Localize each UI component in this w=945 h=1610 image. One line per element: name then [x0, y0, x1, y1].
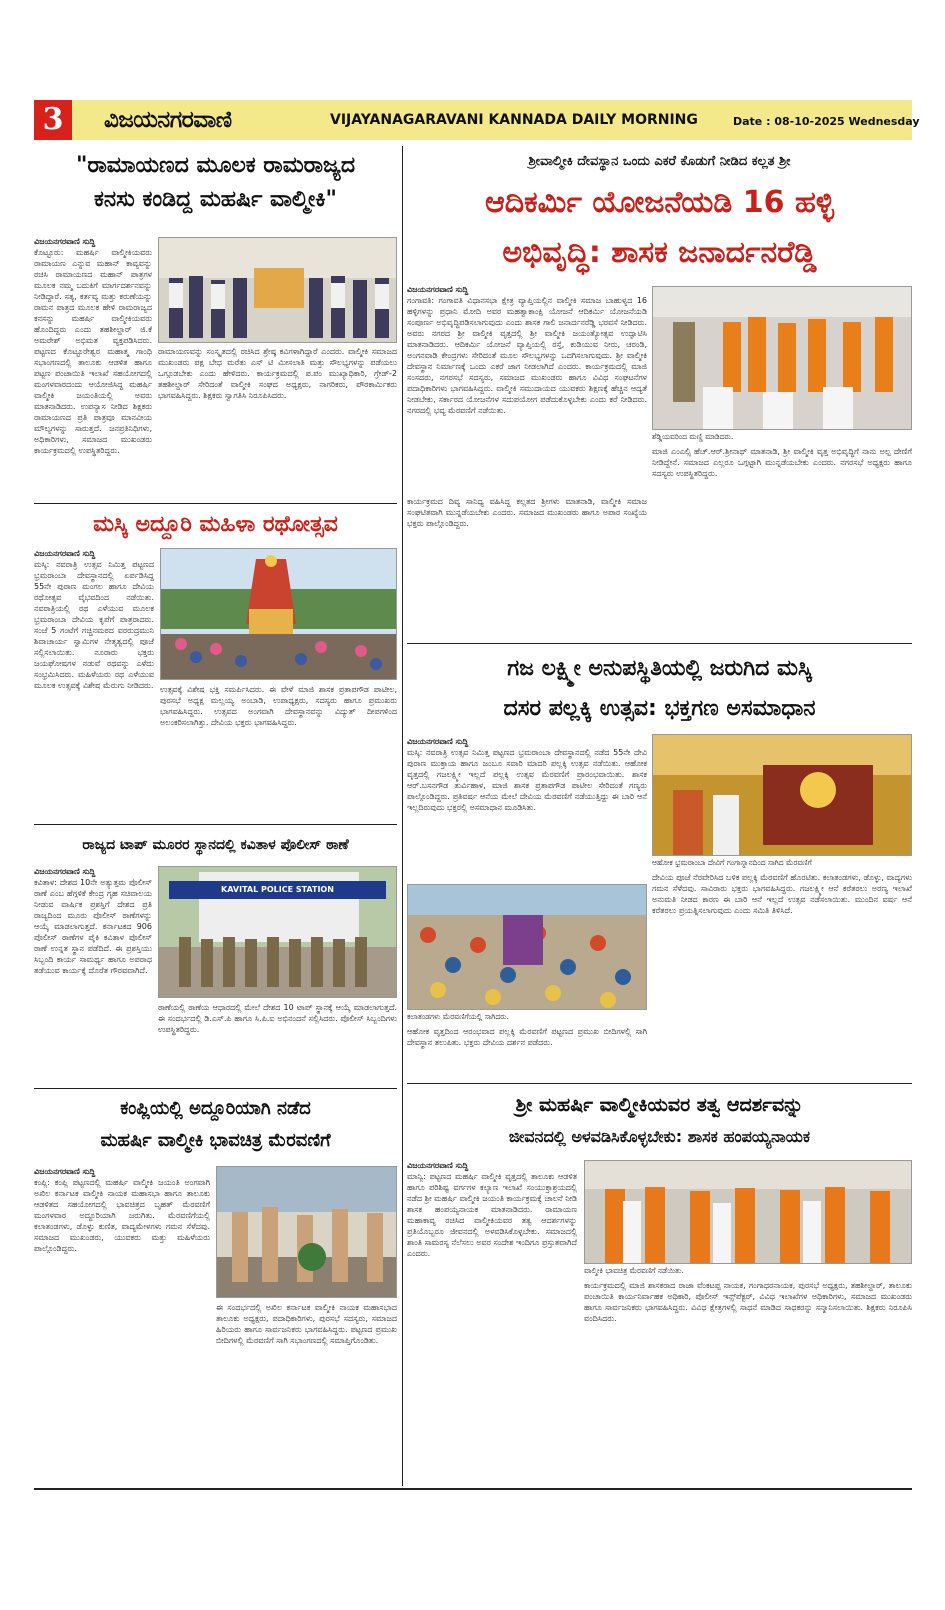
- brand-kannada: ವಿಜಯನಗರವಾಣಿ: [104, 107, 232, 133]
- kampli-headline-1: ಕಂಪ್ಲಿಯಲ್ಲಿ ಅದ್ದೂರಿಯಾಗಿ ನಡೆದ: [120, 1098, 311, 1119]
- article-text: ಠಾಣೆಯಲ್ಲಿ ಠಾಣೆಯ ಆಧಾರದಲ್ಲಿ ಮೇಲೆ ದೇಶದ 10 ಟಾಪ್ ಸ್ಥಾನಕ್ಕೆ ಆಯ್ಕೆ ಮಾಡಲಾಗುತ್ತದೆ. ಈ ಸಂದರ್ಭದಲ್ಲಿ ಡಿ.ಎಸ್.ಪಿ ಹಾಗೂ ಸಿ.ಪಿ.ಐ ಅಭಿನಂದನೆ ಸಲ್ಲಿಸಿದರು. ಪೊಲೀಸ್ ಸಿಬ್ಬಂದಿಗಳು ಉಪಸ್ಥಿತರಿದ್ದರು.: [158, 1003, 397, 1034]
- gaja-lakshmi-palanquin-photo: [652, 734, 912, 856]
- hampayya-headline-1: ಶ್ರೀ ಮಹರ್ಷಿ ವಾಲ್ಮೀಕಿಯವರ ತತ್ವ ಆದರ್ಶವನ್ನು: [515, 1094, 804, 1116]
- adikarmi-body-bottom: [407, 496, 647, 638]
- procession-image: [217, 1167, 397, 1298]
- byline: ವಿಜಯನಗರವಾಣಿ ಸುದ್ದಿ: [34, 1167, 96, 1176]
- article-text: ಮಸ್ಕಿ: ನವರಾತ್ರಿ ಉತ್ಸವ ನಿಮಿತ್ತ ಪಟ್ಟಣದ ಭ್ರಮರಾಂಬಾ ದೇವಸ್ಥಾನದಲ್ಲಿ ಏರ್ಪಡಿಸಿದ್ದ 55ನೇ ಪುರಾಣ ಮಂಗಲ ಹಾಗೂ ದೇವಿಯ ರಥೋತ್ಸವ ವೈಭವದಿಂದ ನಡೆಯಿತು. ನವರಾತ್ರಿಯಲ್ಲಿ ರಥ ಎಳೆಯುವ ಮೂಲಕ ಭ್ರಮರಾಂಬಾ ದೇವಿಯ ಕೃಪೆಗೆ ಪಾತ್ರರಾದರು. ಸಂಜೆ 5 ಗಂಟೆಗೆ ಗಚ್ಚಿನಮಠದ ವರರುದ್ರಮುನಿ ಶಿವಾಚಾರ್ಯ ಸ್ವಾಮಿಗಳ ನೇತೃತ್ವದಲ್ಲಿ ಪೂಜೆ ಸಲ್ಲಿಸಲಾಯಿತು. ನೂರಾರು ಭಕ್ತರು ಜಯಘೋಷಗಳ ನಡುವೆ ರಥವನ್ನು ಎಳೆದು ಸಂಭ್ರಮಿಸಿದರು. ಮಹಿಳೆಯರು ರಥ ಎಳೆಯುವ ಮೂಲಕ ಉತ್ಸವಕ್ಕೆ ವಿಶೇಷ ಮೆರುಗು ನೀಡಿದರು.: [34, 560, 154, 690]
- hampayya-body-right: [584, 1280, 912, 1484]
- stage-felicitation-image: [159, 238, 397, 343]
- adikarmi-headline-1: ಆದಿಕರ್ಮಿ ಯೋಜನೆಯಡಿ 16 ಹಳ್ಳಿ: [485, 185, 834, 220]
- brand-english: VIJAYANAGARAVANI KANNADA DAILY MORNING: [330, 112, 698, 128]
- article-text: ಈ ಸಂದರ್ಭದಲ್ಲಿ ಅಖಿಲ ಕರ್ನಾಟಕ ವಾಲ್ಮೀಕಿ ನಾಯಕ ಮಹಾಸಭಾದ ತಾಲೂಕು ಅಧ್ಯಕ್ಷರು, ಪದಾಧಿಕಾರಿಗಳು, ಪುರಸಭೆ ಸದಸ್ಯರು, ಸಮಾಜದ ಹಿರಿಯರು ಹಾಗೂ ಸಾರ್ವಜನಿಕರು ಭಾಗವಹಿಸಿದ್ದರು. ಪಟ್ಟಣದ ಪ್ರಮುಖ ಬೀದಿಗಳಲ್ಲಿ ಮೆರವಣಿಗೆ ಸಾಗಿ ಸಭಾಂಗಣದಲ್ಲಿ ಸಮಾಪ್ತಿಗೊಂಡಿತು.: [216, 1303, 397, 1345]
- valmiki-ramarajya-headline-2: ಕನಸು ಕಂಡಿದ್ದ ಮಹರ್ಷಿ ವಾಲ್ಮೀಕಿ": [93, 187, 338, 212]
- section-divider: [34, 824, 397, 825]
- byline: ವಿಜಯನಗರವಾಣಿ ಸುದ್ದಿ: [34, 549, 96, 558]
- mla-stage-image: [653, 287, 912, 430]
- kampli-headline-2: ಮಹರ್ಷಿ ವಾಲ್ಮೀಕಿ ಭಾವಚಿತ್ರ ಮೆರವಣಿಗೆ: [100, 1130, 331, 1151]
- police-station-body-left: [34, 866, 152, 1084]
- article-text: ರಾಮಾಯಣವನ್ನು ಸಂಸ್ಕೃತದಲ್ಲಿ ರಚಿಸಿದ ಶ್ರೇಷ್ಠ ಕವಿಗಳಾಗಿದ್ದಾರೆ ಎಂದರು. ವಾಲ್ಮೀಕಿ ಸಮಾಜದ ಮುಖಂಡರು ಪಕ್ಷ ಬೇಧ ಮರೆತು ಎಸ್ ಟಿ ಮೀಸಲಾತಿ ಮತ್ತು ಸೌಲಭ್ಯಗಳನ್ನು ಪಡೆಯಲು ಒಗ್ಗೂಡಬೇಕು ಎಂದು ಹೇಳಿದರು. ಕಾರ್ಯಕ್ರಮದಲ್ಲಿ ಪ.ಪಂ ಮುಖ್ಯಾಧಿಕಾರಿ, ಗ್ರೇಡ್-2 ತಹಶೀಲ್ದಾರ್ ಸೇರಿದಂತೆ ವಾಲ್ಮೀಕಿ ಸಂಘದ ಅಧ್ಯಕ್ಷರು, ನಾಗರಿಕರು, ಪೌರಕಾರ್ಮಿಕರು ಭಾಗವಹಿಸಿದ್ದರು. ಶಿಕ್ಷಕರು ಸ್ವಾಗತಿಸಿ ನಿರೂಪಿಸಿದರು.: [158, 347, 397, 400]
- gaja-lakshmi-body-right: [652, 872, 912, 1078]
- hampayya-headline-2: ಜೀವನದಲ್ಲಿ ಅಳವಡಿಸಿಕೊಳ್ಳಬೇಕು: ಶಾಸಕ ಹಂಪಯ್ಯನಾಯಕ: [508, 1127, 811, 1146]
- adikarmi-caption: ಶೆಡ್ಡಿಯವರಿಂದ ಮಣ್ಣಿ ಮಾಡಿದರು.: [652, 432, 734, 441]
- kampli-procession-photo: [216, 1166, 397, 1298]
- article-text: ಮಾನ್ವಿ: ಪಟ್ಟಣದ ಮಹರ್ಷಿ ವಾಲ್ಮೀಕಿ ವೃತ್ತದಲ್ಲಿ ತಾಲೂಕು ಆಡಳಿತ ಹಾಗೂ ಪರಿಶಿಷ್ಟ ವರ್ಗಗಳ ಕಲ್ಯಾಣ ಇಲಾಖೆ ಸಂಯುಕ್ತಾಶ್ರಯದಲ್ಲಿ ನಡೆದ ಶ್ರೀ ಮಹರ್ಷಿ ವಾಲ್ಮೀಕಿ ಜಯಂತಿ ಕಾರ್ಯಕ್ರಮಕ್ಕೆ ಚಾಲನೆ ನೀಡಿ ಶಾಸಕ ಹಂಪಯ್ಯನಾಯಕ ಮಾತನಾಡಿದರು. ರಾಮಾಯಣ ಮಹಾಕಾವ್ಯ ರಚಿಸಿದ ವಾಲ್ಮೀಕಿಯವರ ತತ್ವ ಆದರ್ಶಗಳನ್ನು ಪ್ರತಿಯೊಬ್ಬರೂ ಜೀವನದಲ್ಲಿ ಅಳವಡಿಸಿಕೊಳ್ಳಬೇಕು. ಸಮಾಜದಲ್ಲಿ ಶಾಂತಿ ಸಾಮರಸ್ಯ ನೆಲೆಸಲು ಅವರ ಸಂದೇಶ ಇಂದಿಗೂ ಪ್ರಸ್ತುತವಾಗಿದೆ ಎಂದರು.: [407, 1172, 577, 1258]
- valmiki-ramarajya-body-left: [34, 236, 152, 498]
- byline: ವಿಜಯನಗರವಾಣಿ ಸುದ್ದಿ: [407, 1161, 469, 1170]
- rathotsava-photo: [160, 548, 397, 680]
- page-number: 3: [34, 100, 72, 140]
- police-station-body-right: [158, 1002, 397, 1084]
- section-divider: [407, 1083, 912, 1084]
- gaja-lakshmi-crowd-photo: [407, 884, 647, 1010]
- article-text: ಗಂಗಾವತಿ: ಗಂಗಾವತಿ ವಿಧಾನಸಭಾ ಕ್ಷೇತ್ರ ವ್ಯಾಪ್ತಿಯಲ್ಲಿನ ವಾಲ್ಮೀಕಿ ಸಮಾಜ ಬಾಹುಳ್ಯದ 16 ಹಳ್ಳಿಗಳನ್ನು ಪ್ರಧಾನಿ ಮೋದಿ ಅವರ ಮಹತ್ವಾಕಾಂಕ್ಷಿ ಯೋಜನೆ ಆದಿಕರ್ಮಿ ಯೋಜನೆಯಡಿ ಸಂಪೂರ್ಣ ಅಭಿವೃದ್ಧಿಪಡಿಸಲಾಗುವುದು ಎಂದು ಶಾಸಕ ಗಾಲಿ ಜನಾರ್ದನರೆಡ್ಡಿ ಭರವಸೆ ನೀಡಿದರು. ಅವರು ನಗರದ ಶ್ರೀ ವಾಲ್ಮೀಕಿ ವೃತ್ತದಲ್ಲಿ ಶ್ರೀ ವಾಲ್ಮೀಕಿ ಜಯಂತ್ಯೋತ್ಸವ ಉದ್ಘಾಟಿಸಿ ಮಾತನಾಡಿದರು. ಆದಿಕರ್ಮಿ ಯೋಜನೆ ವ್ಯಾಪ್ತಿಯಲ್ಲಿ ರಸ್ತೆ, ಕುಡಿಯುವ ನೀರು, ಚರಂಡಿ, ಅಂಗನವಾಡಿ ಕೇಂದ್ರಗಳು ಸೇರಿದಂತೆ ಮೂಲ ಸೌಲಭ್ಯಗಳನ್ನು ಒದಗಿಸಲಾಗುವುದು. ಶ್ರೀ ವಾಲ್ಮೀಕಿ ದೇವಸ್ಥಾನ ನಿರ್ಮಾಣಕ್ಕೆ ಒಂದು ಎಕರೆ ಜಾಗ ನೀಡಲಾಗಿದೆ ಎಂದರು. ಕಾರ್ಯಕ್ರಮದಲ್ಲಿ ಮಾಜಿ ಸಂಸದರು, ನಗರಸಭೆ ಸದಸ್ಯರು, ಸಮಾಜದ ಮುಖಂಡರು ಹಾಗೂ ವಿವಿಧ ಸಂಘಟನೆಗಳ ಪದಾಧಿಕಾರಿಗಳು ಭಾಗವಹಿಸಿದ್ದರು. ವಾಲ್ಮೀಕಿ ಸಮುದಾಯದ ಯುವಕರು ಶಿಕ್ಷಣಕ್ಕೆ ಹೆಚ್ಚಿನ ಆದ್ಯತೆ ನೀಡಬೇಕು, ಸರ್ಕಾರದ ಯೋಜನೆಗಳ ಸದುಪಯೋಗ ಪಡೆದುಕೊಳ್ಳಬೇಕು ಎಂದು ಕರೆ ನೀಡಿದರು. ನಗರದಲ್ಲಿ ಭವ್ಯ ಮೆರವಣಿಗೆ ನಡೆಯಿತು.: [407, 296, 647, 415]
- kampli-body-left: [34, 1166, 210, 1484]
- byline: ವಿಜಯನಗರವಾಣಿ ಸುದ್ದಿ: [34, 867, 96, 876]
- section-divider: [34, 503, 397, 504]
- gaja-lakshmi-body-bottom: [407, 1026, 647, 1078]
- adikarmi-photo: [652, 286, 912, 430]
- festival-crowd-image: [408, 885, 647, 1010]
- valmiki-ramarajya-body-right: [158, 346, 397, 498]
- section-divider: [407, 643, 912, 644]
- column-divider: [402, 146, 403, 1486]
- valmiki-ramarajya-headline-1: "ರಾಮಾಯಣದ ಮೂಲಕ ರಾಮರಾಜ್ಯದ: [75, 153, 356, 178]
- adikarmi-body-right: [652, 446, 912, 636]
- article-text: ಉತ್ಸವಕ್ಕೆ ವಿಶೇಷ ಭಕ್ತಿ ಸಮರ್ಪಿಸಿದರು. ಈ ವೇಳೆ ಮಾಜಿ ಶಾಸಕ ಪ್ರತಾಪಗೌಡ ಪಾಟೀಲ, ಪುರಸಭೆ ಅಧ್ಯಕ್ಷ ಮಲ್ಲಯ್ಯ ಅಂಬಾಡಿ, ಉಪಾಧ್ಯಕ್ಷರು, ಸದಸ್ಯರು ಹಾಗೂ ಪ್ರಮುಖರು ಭಾಗವಹಿಸಿದ್ದರು. ಉತ್ಸವದ ಅಂಗವಾಗಿ ದೇವಸ್ಥಾನವನ್ನು ವಿದ್ಯುತ್ ದೀಪಗಳಿಂದ ಅಲಂಕರಿಸಲಾಗಿತ್ತು. ದೇವಿಯ ಭಕ್ತರು ಭಾಗವಹಿಸಿದ್ದರು.: [160, 685, 397, 727]
- article-text: ಕಾರ್ಯಕ್ರಮದಲ್ಲಿ ಮಾಜಿ ಶಾಸಕರಾದ ರಾಜಾ ವೆಂಕಟಪ್ಪ ನಾಯಕ, ಗಂಗಾಧರನಾಯಕ, ಪುರಸಭೆ ಅಧ್ಯಕ್ಷರು, ತಹಶೀಲ್ದಾರ್, ತಾಲೂಕು ಪಂಚಾಯಿತಿ ಕಾರ್ಯನಿರ್ವಾಹಕ ಅಧಿಕಾರಿ, ಪೊಲೀಸ್ ಇನ್ಸ್‌ಪೆಕ್ಟರ್, ವಿವಿಧ ಇಲಾಖೆಗಳ ಅಧಿಕಾರಿಗಳು, ಸಮಾಜದ ಮುಖಂಡರು ಹಾಗೂ ಸಾರ್ವಜನಿಕರು ಭಾಗವಹಿಸಿದ್ದರು. ವಿವಿಧ ಕ್ಷೇತ್ರಗಳಲ್ಲಿ ಸಾಧನೆ ಮಾಡಿದ ಸಾಧಕರನ್ನು ಸನ್ಮಾನಿಸಲಾಯಿತು. ಶಿಕ್ಷಕರು ನಿರೂಪಿಸಿ ವಂದಿಸಿದರು.: [584, 1281, 912, 1323]
- hampayya-photo: [584, 1160, 912, 1264]
- article-text: ಮಸ್ಕಿ: ನವರಾತ್ರಿ ಉತ್ಸವ ನಿಮಿತ್ತ ಪಟ್ಟಣದ ಭ್ರಮರಾಂಬಾ ದೇವಸ್ಥಾನದಲ್ಲಿ ನಡೆದ 55ನೇ ದೇವಿ ಪುರಾಣ ಮುಕ್ತಾಯ ಹಾಗೂ ಜಂಬೂ ಸವಾರಿ ಮಾದರಿ ಪಲ್ಲಕ್ಕಿ ಉತ್ಸವ ನಡೆಯಿತು. ಆಹೋಕ ವೃತ್ತದಲ್ಲಿ ಗಜಲಕ್ಷ್ಮೀ ಇಲ್ಲದೆ ಪಲ್ಲಕ್ಕಿ ಉತ್ಸವ ಮೆರವಣಿಗೆ ಪ್ರಾರಂಭವಾಯಿತು. ಶಾಸಕ ಆರ್.ಬಸನಗೌಡ ತುರ್ವಿಹಾಳ, ಮಾಜಿ ಶಾಸಕ ಪ್ರತಾಪಗೌಡ ಪಾಟೀಲ ಸೇರಿದಂತೆ ಗಣ್ಯರು ಪಾಲ್ಗೊಂಡಿದ್ದರು. ಪ್ರತಿವರ್ಷ ಆನೆಯ ಮೇಲೆ ದೇವಿಯ ಮೆರವಣಿಗೆ ನಡೆಯುತ್ತಿದ್ದು ಈ ಬಾರಿ ಆನೆ ಇಲ್ಲದಿರುವುದು ಭಕ್ತರಲ್ಲಿ ಅಸಮಾಧಾನ ಮೂಡಿಸಿತು.: [407, 748, 647, 812]
- article-text: ಕಂಪ್ಲಿ: ಕಂಪ್ಲಿ ಪಟ್ಟಣದಲ್ಲಿ ಮಹರ್ಷಿ ವಾಲ್ಮೀಕಿ ಜಯಂತಿ ಅಂಗವಾಗಿ ಅಖಿಲ ಕರ್ನಾಟಕ ವಾಲ್ಮೀಕಿ ನಾಯಕ ಮಹಾಸಭಾ ಹಾಗೂ ತಾಲೂಕು ಆಡಳಿತದ ಸಹಯೋಗದಲ್ಲಿ ಭಾವಚಿತ್ರದ ಬೃಹತ್ ಮೆರವಣಿಗೆ ಮಂಗಳವಾರ ಅದ್ದೂರಿಯಾಗಿ ಜರುಗಿತು. ಮೆರವಣಿಗೆಯಲ್ಲಿ ಕಲಾತಂಡಗಳು, ಡೊಳ್ಳು ಕುಣಿತ, ವಾದ್ಯಮೇಳಗಳು ಗಮನ ಸೆಳೆದವು. ಸಮಾಜದ ಮುಖಂಡರು, ಯುವಕರು ಮತ್ತು ಮಹಿಳೆಯರು ಪಾಲ್ಗೊಂಡಿದ್ದರು.: [34, 1178, 210, 1253]
- gaja-lakshmi-body-top: [407, 736, 647, 882]
- gaja-lakshmi-headline-1: ಗಜ ಲಕ್ಷ್ಮೀ ಅನುಪಸ್ಥಿತಿಯಲ್ಲಿ ಜರುಗಿದ ಮಸ್ಕಿ: [507, 656, 812, 681]
- gaja-lakshmi-caption: ಆಹೋಕ ಭ್ರಮರಾಂಬಾ ದೇವಿಗೆ ಗಂಗಾಸ್ನಾನದಿಂದ ಸಾಗಿದ ಮೆರವಣಿಗೆ: [652, 858, 812, 867]
- article-text: ಕವಿತಾಳ: ದೇಶದ 10ನೇ ಅತ್ಯುತ್ತಮ ಪೊಲೀಸ್ ಠಾಣೆ ಎಂಬ ಹೆಗ್ಗಳಿಕೆ ಕೇಂದ್ರ ಗೃಹ ಸಚಿವಾಲಯ ನೀಡುವ ವಾರ್ಷಿಕ ಪ್ರಶಸ್ತಿಗೆ ದೇಶದ ಪ್ರತಿ ರಾಜ್ಯದಿಂದ ಮೂರು ಪೊಲೀಸ್ ಠಾಣೆಗಳನ್ನು ಆಯ್ಕೆ ಮಾಡಲಾಗುತ್ತದೆ. ಕರ್ನಾಟಕದ 906 ಪೊಲೀಸ್ ಠಾಣೆಗಳ ಪೈಕಿ ಕವಿತಾಳ ಪೊಲೀಸ್ ಠಾಣೆ ಉನ್ನತ ಸ್ಥಾನ ಪಡೆದಿದೆ. ಈ ಪ್ರಶಸ್ತಿಯು ಸಿಬ್ಬಂದಿ ಕಾರ್ಯ ಸಾಮರ್ಥ್ಯ ಹಾಗೂ ಅಪರಾಧ ತಡೆಯುವ ಕಾರ್ಯಕ್ಕೆ ದೊರೆತ ಗೌರವವಾಗಿದೆ.: [34, 878, 152, 975]
- section-divider: [34, 1088, 397, 1089]
- adikarmi-body-top: [407, 284, 647, 494]
- byline: ವಿಜಯನಗರವಾಣಿ ಸುದ್ದಿ: [407, 285, 469, 294]
- article-text: ಆಹೋಕ ವೃತ್ತದಿಂದ ಆರಂಭವಾದ ಪಲ್ಲಕ್ಕಿ ಮೆರವಣಿಗೆ ಪಟ್ಟಣದ ಪ್ರಮುಖ ಬೀದಿಗಳಲ್ಲಿ ಸಾಗಿ ದೇವಸ್ಥಾನ ತಲುಪಿತು. ಭಕ್ತರು ದೇವಿಯ ದರ್ಶನ ಪಡೆದರು.: [407, 1027, 647, 1047]
- byline: ವಿಜಯನಗರವಾಣಿ ಸುದ್ದಿ: [407, 737, 469, 746]
- police-station-sign: KAVITAL POLICE STATION: [169, 881, 386, 899]
- chariot-crowd-image: [161, 549, 397, 680]
- kampli-body-right: [216, 1302, 397, 1484]
- rathotsava-headline: ಮಸ್ಕಿ ಅದ್ದೂರಿ ಮಹಿಳಾ ರಥೋತ್ಸವ: [93, 512, 338, 537]
- police-station-headline: ರಾಜ್ಯದ ಟಾಪ್ ಮೂರರ ಸ್ಥಾನದಲ್ಲಿ ಕವಿತಾಳ ಪೊಲೀಸ್ ಠಾಣೆ: [82, 837, 349, 853]
- issue-date: Date : 08-10-2025 Wednesday: [733, 115, 920, 128]
- article-text: ದೇವಿಯ ಪೂಜೆ ನೆರವೇರಿಸಿದ ಬಳಿಕ ಪಲ್ಲಕ್ಕಿ ಮೆರವಣಿಗೆ ಹೊರಟಿತು. ಕಲಾತಂಡಗಳು, ಡೊಳ್ಳು, ವಾದ್ಯಗಳು ಗಮನ ಸೆಳೆದವು. ಸಾವಿರಾರು ಭಕ್ತರು ಭಾಗವಹಿಸಿದ್ದರು. ಗಜಲಕ್ಷ್ಮೀ ಆನೆ ಕರೆತರಲು ಅರಣ್ಯ ಇಲಾಖೆ ಅನುಮತಿ ನೀಡದ ಕಾರಣ ಈ ಬಾರಿ ಆನೆ ಇಲ್ಲದೆ ಉತ್ಸವ ನಡೆಸಲಾಯಿತು. ಮುಂದಿನ ವರ್ಷ ಆನೆ ಕರೆತರಲು ಪ್ರಯತ್ನಿಸಲಾಗುವುದು ಎಂದು ಸಮಿತಿ ತಿಳಿಸಿದೆ.: [652, 873, 912, 915]
- rathotsava-body-left: [34, 548, 154, 820]
- leaders-group-image: [585, 1161, 912, 1264]
- article-text: ಕೊಟ್ಟೂರು: ಮಹರ್ಷಿ ವಾಲ್ಮೀಕಿಯವರು ರಾಮಾಯಣ ಎನ್ನುವ ಮಹಾನ್ ಕಾವ್ಯವನ್ನು ರಚಿಸಿ ರಾಮಾಯಣದ ಮಹಾನ್ ಪಾತ್ರಗಳ ಮೂಲಕ ನಮ್ಮ ಬದುಕಿಗೆ ಮಾರ್ಗದರ್ಶನವನ್ನು ನೀಡಿದ್ದಾರೆ. ಸತ್ಯ, ಕರ್ತವ್ಯ ಮತ್ತು ಕರುಣೆಯನ್ನು ರಾಮನ ಪಾತ್ರದ ಮೂಲಕ ಹೇಳಿ ರಾಮರಾಜ್ಯದ ಕನಸನ್ನು ಮಹರ್ಷಿ ವಾಲ್ಮೀಕಿಯವರು ಹೊಂದಿದ್ದರು ಎಂದು ತಹಶೀಲ್ದಾರ್ ಜಿ.ಕೆ ಅಮರೇಶ್ ಅಭಿಮತ ವ್ಯಕ್ತಪಡಿಸಿದರು. ಪಟ್ಟಣದ ಕೊಟ್ಟೂರೇಶ್ವರ ಮಹಾತ್ಮ ಗಾಂಧಿ ಸಭಾಂಗಣದಲ್ಲಿ ತಾಲೂಕು ಆಡಳಿತ ಹಾಗೂ ಪಟ್ಟಣ ಪಂಚಾಯಿತಿ ಇಲಾಖೆ ಸಹಯೋಗದಲ್ಲಿ ಮಂಗಳವಾರದಂದು ಆಯೋಜಿಸಿದ್ದ ಮಹರ್ಷಿ ವಾಲ್ಮೀಕಿ ಜಯಂತಿಯಲ್ಲಿ ಅವರು ಮಾತನಾಡಿದರು. ಉಪನ್ಯಾಸ ನೀಡಿದ ಶಿಕ್ಷಕರು ರಾಮಾಯಣದ ಪ್ರತಿ ಪಾತ್ರವೂ ಮಾನವೀಯ ಮೌಲ್ಯಗಳನ್ನು ಸಾರುತ್ತದೆ. ಜನಪ್ರತಿನಿಧಿಗಳು, ಅಧಿಕಾರಿಗಳು, ಸಮಾಜದ ಮುಖಂಡರು ಕಾರ್ಯಕ್ರಮದಲ್ಲಿ ಉಪಸ್ಥಿತರಿದ್ದರು.: [34, 248, 152, 455]
- gaja-lakshmi-headline-2: ದಸರ ಪಲ್ಲಕ್ಕಿ ಉತ್ಸವ: ಭಕ್ತಗಣ ಅಸಮಾಧಾನ: [503, 696, 816, 721]
- article-text: ಕಾರ್ಯಕ್ರಮದ ದಿವ್ಯ ಸಾನಿಧ್ಯ ವಹಿಸಿದ್ದ ಕಲ್ಲತದ ಶ್ರೀಗಳು ಮಾತನಾಡಿ, ವಾಲ್ಮೀಕಿ ಸಮಾಜ ಸಂಘಟಿತವಾಗಿ ಮುನ್ನಡೆಯಬೇಕು ಎಂದರು. ಸಮಾಜದ ಮುಖಂಡರು ಹಾಗೂ ಅಪಾರ ಸಂಖ್ಯೆಯ ಭಕ್ತರು ಪಾಲ್ಗೊಂಡಿದ್ದರು.: [407, 497, 647, 528]
- adikarmi-headline-2: ಅಭಿವೃದ್ಧಿ: ಶಾಸಕ ಜನಾರ್ದನರೆಡ್ಡಿ: [502, 235, 817, 270]
- gaja-lakshmi-crowd-caption: ಕಲಾತಂಡಗಳು ಮೆರವಣಿಗೆಯಲ್ಲಿ ಸಾಗಿದರು.: [407, 1012, 509, 1021]
- adikarmi-kicker: ಶ್ರೀವಾಲ್ಮೀಕಿ ದೇವಸ್ಥಾನ ಒಂದು ಎಕರೆ ಕೊಡುಗೆ ನೀಡಿದ ಕಲ್ಲತ ಶ್ರೀ: [528, 154, 791, 169]
- hampayya-body-left: [407, 1160, 577, 1484]
- palanquin-image: [653, 735, 912, 856]
- byline: ವಿಜಯನಗರವಾಣಿ ಸುದ್ದಿ: [34, 237, 96, 246]
- police-station-photo: [158, 866, 397, 998]
- rathotsava-body-right: [160, 684, 397, 820]
- valmiki-event-photo: [158, 237, 397, 343]
- hampayya-caption: ವಾಲ್ಮೀಕಿ ಭಾವಚಿತ್ರ ಮೆರವಣಿಗೆ ನಡೆಯಿತು.: [584, 1266, 684, 1275]
- article-text: ಮಾಜಿ ಎಂಎಲ್ಸಿ ಹೆಚ್.ಆರ್.ಶ್ರೀನಾಥ್ ಮಾತನಾಡಿ, ಶ್ರೀ ವಾಲ್ಮೀಕಿ ವೃತ್ತ ಅಭಿವೃದ್ಧಿಗೆ ನಾನು ಅಲ್ಪ ದೇಣಿಗೆ ನೀಡಿದ್ದೇನೆ. ಸಮಾಜದ ಎಲ್ಲರೂ ಒಗ್ಗಟ್ಟಾಗಿ ಮುನ್ನಡೆಯಬೇಕು ಎಂದರು. ನಗರಸಭೆ ಅಧ್ಯಕ್ಷರು ಹಾಗೂ ಸದಸ್ಯರು ಉಪಸ್ಥಿತರಿದ್ದರು.: [652, 447, 912, 478]
- page-bottom-rule: [34, 1488, 912, 1490]
